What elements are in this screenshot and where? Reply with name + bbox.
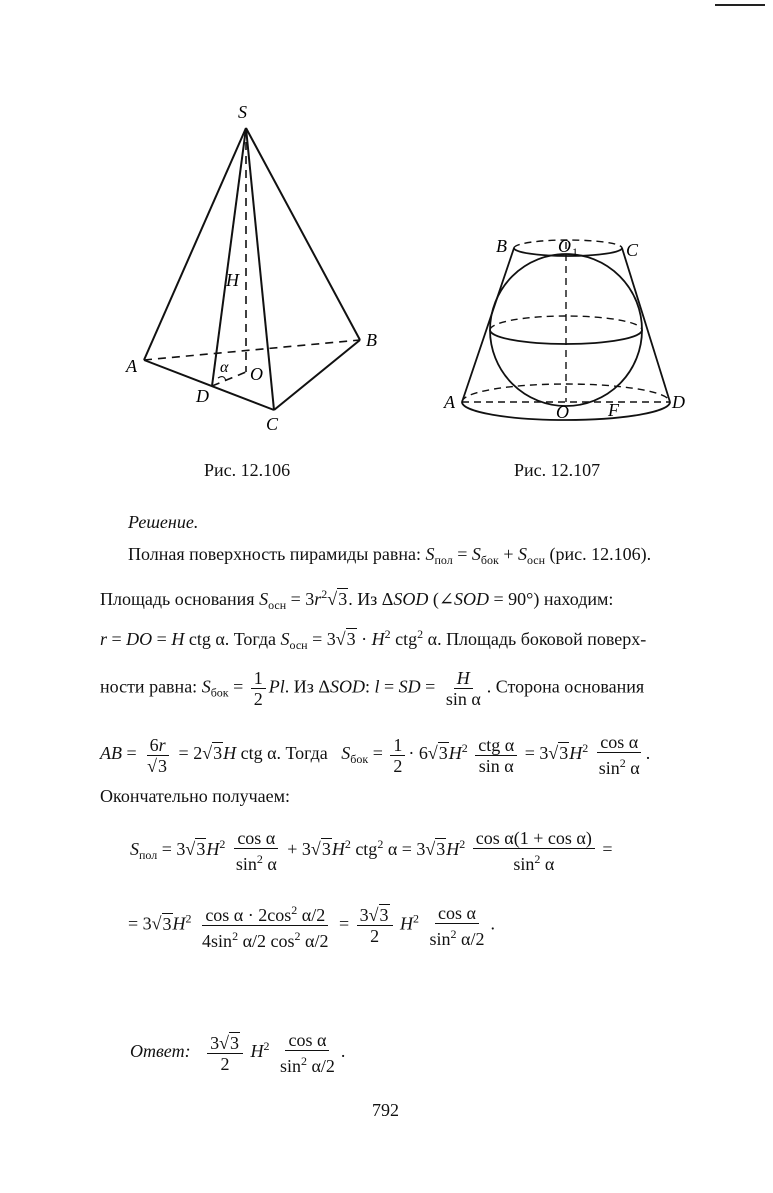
text-line-2: Площадь основания $S_{осн} = 3r^2√3$. Из ΔSOD (∠SOD = 90°) находим: xyxy=(100,587,614,612)
label-B: B xyxy=(496,236,507,256)
text-line-5: AB = $\frac{6r}{√3}$ = 2√3H ctg α. Тогда $S_{бок}$ = $\frac{1}{2}$ · $6√3H^2$ $\frac{\text{ctg α}}{\text{sin α}}$ = $3√3H^2$ $\frac{\text{cos α}}{\sin^2 \alpha}$ . xyxy=(100,732,651,778)
label-D: D xyxy=(196,386,209,406)
label-O: O xyxy=(250,364,263,384)
answer-label: Ответ: xyxy=(130,1041,191,1062)
label-D: D xyxy=(672,392,685,412)
label-H: H xyxy=(226,270,239,290)
figure-frustum xyxy=(440,230,700,430)
label-O1: O xyxy=(558,236,571,256)
answer: Ответ: $\frac{3√3}{2}$ $H^2$ $\frac{\text{cos α}}{\sin^2 \alpha/2}$ . xyxy=(130,1030,346,1076)
label-alpha: α xyxy=(220,359,229,376)
text-line-6: Окончательно получаем: xyxy=(100,786,291,806)
label-A: A xyxy=(444,392,455,412)
figure-pyramid xyxy=(120,100,400,440)
label-A: A xyxy=(126,356,137,376)
page-number: 792 xyxy=(372,1100,399,1120)
text-line-4: ности равна: $S_{бок}$ = $\frac{1}{2}$ Pl. Из ΔSOD: l = SD = $\frac{H}{\text{sin α}}$ . Сторона основания xyxy=(100,668,645,709)
frustum-drawing xyxy=(440,230,700,430)
l1-text: Полная поверхность пирамиды равна: xyxy=(128,544,421,564)
caption-pyramid: Рис. 12.106 xyxy=(204,460,291,480)
label-S: S xyxy=(238,102,247,122)
l2-text: Площадь основания xyxy=(100,589,255,609)
label-C: C xyxy=(266,414,279,434)
label-O: O xyxy=(556,402,569,422)
pyramid-drawing xyxy=(120,100,400,440)
label-B: B xyxy=(366,330,377,350)
text-line-1: Полная поверхность пирамиды равна: $S_{пол} = S_{бок} + S_{осн}$ (рис. 12.106). xyxy=(128,544,652,567)
equation-2: = $3√3H^2$ $\frac{\cos \alpha \cdot 2\cos^2 \alpha/2}{4\sin^2 \alpha/2 \cos^2 \alpha/2}$ = $\frac{3√3}{2}$ $H^2$ $\frac{\text{cos α}}{\sin^2 \alpha/2}$ . xyxy=(128,900,495,951)
label-F: F xyxy=(608,400,619,420)
equation-1: $S_{пол} = 3√3H^2$ $\frac{\text{cos α}}{\sin^2 \alpha}$ + $3√3H^2$ ctg$^2$ $\alpha = 3√3H^2$ $\frac{\text{cos α(1 + cos α)}}{\sin^2 \alpha}$ = xyxy=(130,828,613,874)
caption-frustum: Рис. 12.107 xyxy=(514,460,601,480)
l1-ref: (рис. 12.106). xyxy=(549,544,652,564)
label-O1-sub: 1 xyxy=(572,245,578,259)
text-line-3: r = DO = H ctg α. Тогда $S_{осн} = 3√3 \cdot H^2$ ctg$^2$ α. Площадь боковой поверх- xyxy=(100,627,647,652)
corner-rule xyxy=(715,4,765,6)
label-C: C xyxy=(626,240,639,260)
solution-heading: Решение. xyxy=(128,512,199,532)
